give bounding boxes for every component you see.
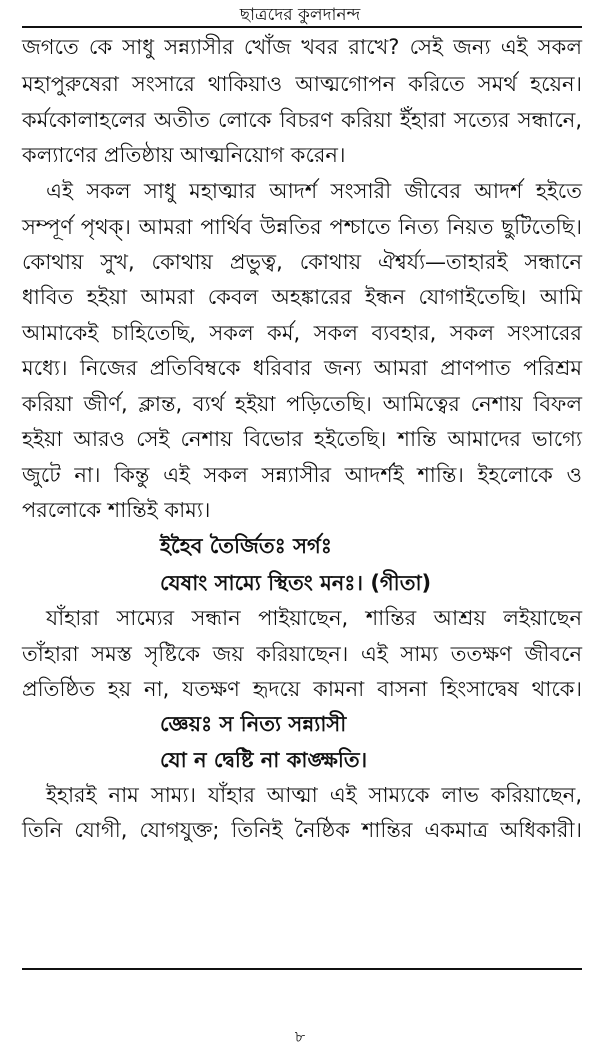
text-line: কোথায় সুখ, কোথায় প্রভুত্ব, কোথায় ঐশ্বর্য্য—তাহারই সন্ধানে (22, 250, 582, 274)
text-line: ধাবিত হইয়া আমরা কেবল অহঙ্কারের ইন্ধন যোগাইতেছি। আমি (22, 285, 582, 309)
text-line: করিয়া জীর্ণ, ক্লান্ত, ব্যর্থ হইয়া পড়িতেছি। আমিত্বের নেশায় বিফল (22, 392, 582, 416)
text-line: সম্পূর্ণ পৃথক্। আমরা পার্থিব উন্নতির পশ্চাতে নিত্য নিয়ত ছুটিতেছি। (22, 215, 582, 239)
text-line: হইয়া আরও সেই নেশায় বিভোর হইতেছি। শান্তি আমাদের ভাগ্যে (22, 427, 582, 451)
running-header: ছাত্রদের কুলদানন্দ (239, 5, 361, 25)
text-line: মহাপুরুষেরা সংসারে থাকিয়াও আত্মগোপন করিতে সমর্থ হয়েন। (22, 72, 582, 96)
footer-rule (22, 968, 582, 970)
text-line: তিনি যোগী, যোগযুক্ত; তিনিই নৈষ্ঠিক শান্তির একমাত্র অধিকারী। (22, 818, 582, 842)
verse-line: জ্ঞেয়ঃ স নিত্য সন্ন্যাসী (160, 712, 347, 736)
text-line: তাঁহারা সমস্ত সৃষ্টিকে জয় করিয়াছেন। এই সাম্য ততক্ষণ জীবনে (22, 642, 582, 666)
text-line: ইহারই নাম সাম্য। যাঁহার আত্মা এই সাম্যকে লাভ করিয়াছেন, (46, 783, 582, 807)
text-line: কল্যাণের প্রতিষ্ঠায় আত্মনিয়োগ করেন। (22, 143, 346, 167)
text-line: জগতে কে সাধু সন্ন্যাসীর খোঁজ খবর রাখে? সেই জন্য এই সকল (22, 35, 582, 59)
text-line: কর্মকোলাহলের অতীত লোকে বিচরণ করিয়া ইঁহারা সত্যের সন্ধানে, (22, 108, 582, 132)
verse-line: যেষাং সাম্যে স্থিতং মনঃ। (গীতা) (160, 571, 432, 595)
page-number: ৮ (294, 1027, 306, 1046)
text-line: জুটে না। কিন্তু এই সকল সন্ন্যাসীর আদর্শই শান্তি। ইহলোকে ও (22, 463, 582, 487)
text-line: এই সকল সাধু মহাত্মার আদর্শ সংসারী জীবের আদর্শ হইতে (46, 179, 582, 203)
text-line: প্রতিষ্ঠিত হয় না, যতক্ষণ হৃদয়ে কামনা বাসনা হিংসাদ্বেষ থাকে। (22, 677, 582, 701)
verse-line: যো ন দ্বেষ্টি না কাঙ্ক্ষতি। (160, 748, 368, 772)
text-line: যাঁহারা সাম্যের সন্ধান পাইয়াছেন, শান্তির আশ্রয় লইয়াছেন (46, 606, 582, 630)
header-rule (22, 26, 582, 28)
text-line: আমাকেই চাহিতেছি, সকল কর্ম, সকল ব্যবহার, সকল সংসারের (22, 321, 582, 345)
verse-line: ইহৈব তৈর্জিতঃ সর্গঃ (160, 534, 332, 558)
text-line: মধ্যে। নিজের প্রতিবিম্বকে ধরিবার জন্য আমরা প্রাণপাত পরিশ্রম (22, 356, 582, 380)
text-line: পরলোকে শান্তিই কাম্য। (22, 498, 211, 522)
